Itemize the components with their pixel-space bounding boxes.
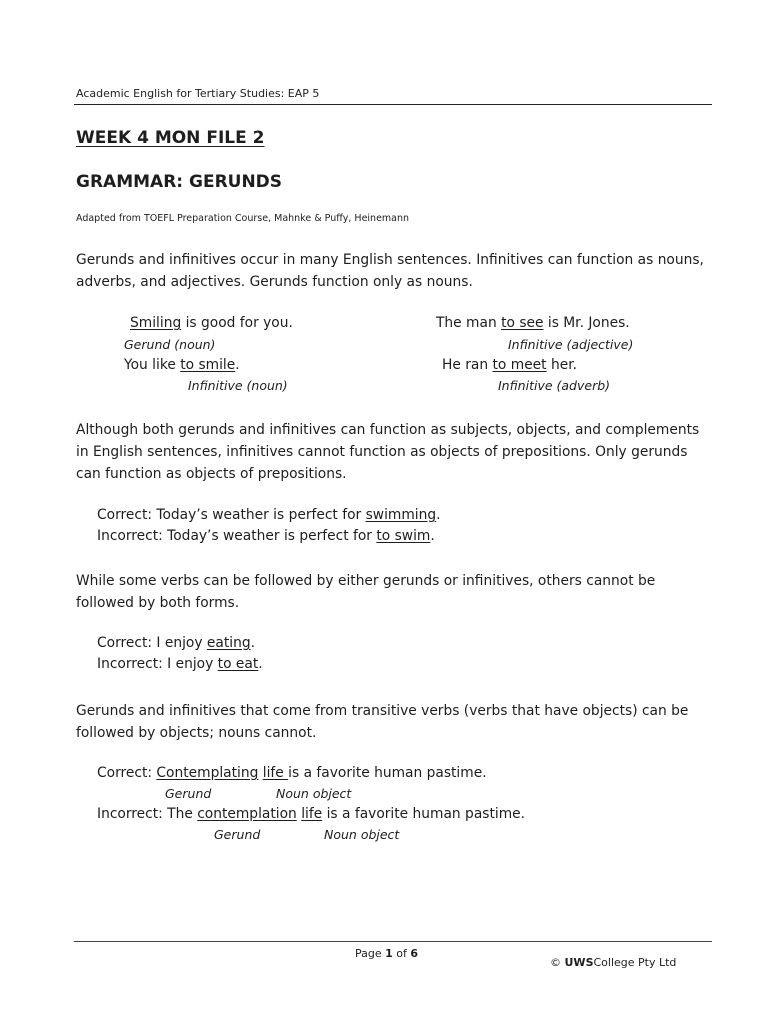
page-of: of	[392, 947, 411, 960]
copyright-text: College Pty Ltd	[593, 956, 677, 969]
underlined-word: eating	[206, 635, 251, 651]
example-infinitive-adverb	[442, 357, 577, 373]
paragraph-transitive: Gerunds and infinitives that come from transitive verbs (verbs that have objects) can be followed by objects; nouns cannot.	[76, 703, 689, 741]
underlined-word: to swim	[376, 528, 431, 544]
label-gerund: Gerund	[214, 827, 261, 842]
example-gerund-noun	[130, 315, 293, 331]
underlined-word: life	[301, 806, 323, 822]
topic-title: GRAMMAR: GERUNDS	[76, 172, 283, 192]
example-correct-swimming	[97, 507, 441, 523]
underlined-word: swimming	[365, 507, 437, 523]
paragraph-prepositions: Although both gerunds and infinitives can function as subjects, objects, and complements in English sentences, infinitives cannot function as objects of prepositions. Only gerunds can function as objects of prepositions.	[76, 422, 700, 482]
example-text: .	[258, 656, 263, 672]
underlined-word: Smiling	[130, 315, 182, 331]
example-text: Correct:	[97, 765, 157, 781]
label-infinitive-adjective: Infinitive (adjective)	[508, 337, 634, 352]
example-infinitive-adjective	[436, 315, 630, 331]
underlined-word: life	[262, 765, 289, 781]
underlined-word: to see	[501, 315, 544, 331]
paragraph-verbs: While some verbs can be followed by either gerunds or infinitives, others cannot be followed by both forms.	[76, 573, 656, 611]
example-text: is a favorite human pastime.	[322, 806, 526, 822]
example-text: He ran	[442, 357, 493, 373]
example-text: .	[430, 528, 435, 544]
example-incorrect-eat	[97, 656, 263, 672]
example-infinitive-noun	[124, 357, 240, 373]
page-total: 6	[410, 947, 419, 960]
example-text: The man	[436, 315, 502, 331]
label-infinitive-adverb: Infinitive (adverb)	[498, 378, 611, 393]
example-text: is a favorite human pastime.	[288, 765, 487, 781]
example-text: .	[436, 507, 441, 523]
page-number	[355, 947, 418, 960]
course-header: Academic English for Tertiary Studies: EAP 5	[76, 87, 320, 100]
copyright	[550, 956, 676, 969]
example-text: is Mr. Jones.	[543, 315, 630, 331]
underlined-word: contemplation	[197, 806, 297, 822]
copyright-brand: UWS	[564, 956, 594, 969]
example-text: .	[250, 635, 255, 651]
paragraph-intro: Gerunds and infinitives occur in many English sentences. Infinitives can function as nouns, adverbs, and adjectives. Gerunds function only as nouns.	[76, 252, 704, 290]
page-current: 1	[385, 947, 393, 960]
copyright-symbol: ©	[550, 956, 565, 969]
header-divider	[74, 104, 712, 105]
week-title: WEEK 4 MON FILE 2	[76, 128, 265, 148]
example-text: You like	[124, 357, 181, 373]
example-text: Incorrect: I enjoy	[97, 656, 218, 672]
example-text: Correct: I enjoy	[97, 635, 207, 651]
example-text: her.	[546, 357, 577, 373]
underlined-word: to eat	[217, 656, 259, 672]
example-text: Correct: Today’s weather is perfect for	[97, 507, 366, 523]
example-incorrect-swim	[97, 528, 435, 544]
footer-divider	[74, 941, 712, 942]
label-gerund: Gerund	[165, 786, 212, 801]
example-correct-contemplating	[97, 765, 487, 781]
label-noun-object: Noun object	[276, 786, 352, 801]
label-gerund-noun: Gerund (noun)	[124, 337, 216, 352]
example-text: .	[235, 357, 240, 373]
label-infinitive-noun: Infinitive (noun)	[188, 378, 288, 393]
underlined-word: to meet	[492, 357, 547, 373]
example-text: is good for you.	[181, 315, 293, 331]
example-correct-eating	[97, 635, 255, 651]
example-incorrect-contemplation	[97, 806, 525, 822]
source-note: Adapted from TOEFL Preparation Course, Mahnke & Puffy, Heinemann	[76, 213, 410, 224]
page-prefix: Page	[355, 947, 386, 960]
example-text: Incorrect: Today’s weather is perfect for	[97, 528, 377, 544]
example-text: Incorrect: The	[97, 806, 198, 822]
label-noun-object: Noun object	[324, 827, 400, 842]
underlined-word: Contemplating	[156, 765, 259, 781]
underlined-word: to smile	[180, 357, 236, 373]
